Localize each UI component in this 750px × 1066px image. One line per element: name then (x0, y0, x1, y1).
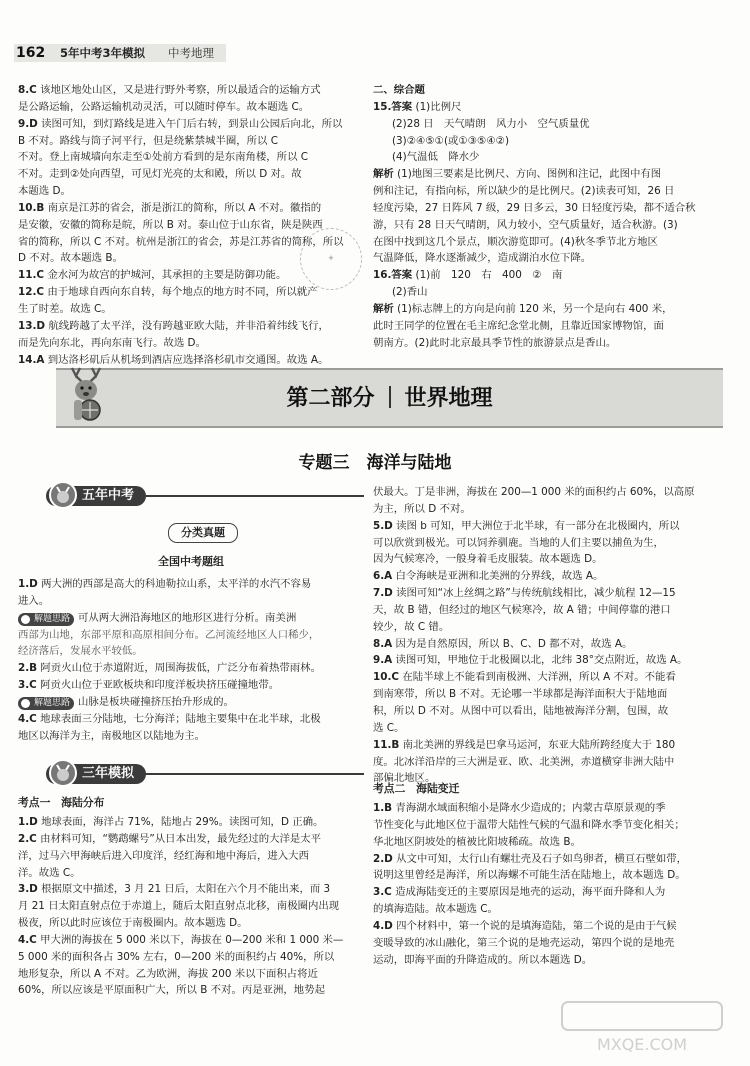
answer-line (18, 335, 364, 352)
answer-text: 在图中找到这几个景点，顺次游览即可。(4)秋冬季节北方地区 (373, 235, 658, 248)
three-year-label: 三年模拟 (82, 766, 135, 781)
answer-line (18, 728, 364, 745)
answer-line (373, 585, 733, 602)
answer-line (373, 737, 733, 754)
answer-text: 而是先向东北，再向东南飞行。故选 D。 (18, 336, 206, 349)
answer-line (373, 518, 733, 535)
answer-line (18, 200, 364, 217)
answer-text: 由于地球自西向东自转，每个地点的地方时不同，所以就产 (47, 286, 318, 299)
answer-text: 省的简称，所以 C 不对。杭州是浙江的省会，苏是江苏省的简称，所以 (18, 235, 344, 248)
answer-text: 造成海陆变迁的主要原因是地壳的运动，海平面升降和人为 (395, 886, 666, 899)
answer-text: 天，故 B 错，但经过的地区气候寒冷，故 A 错；中间停靠的港口 (373, 603, 671, 616)
answer-line (373, 301, 733, 318)
answer-line (373, 335, 733, 352)
watermark-text: MXQE.COM (596, 1035, 688, 1054)
three-year-answers (18, 814, 364, 999)
answer-text: 是公路运输，公路运输机动灵活，可以随时停车。故本题选 C。 (18, 100, 310, 113)
question-number: 13.D (18, 319, 46, 332)
question-number: 9.A (373, 654, 393, 667)
answer-line (18, 966, 364, 983)
left-top-answers (18, 82, 364, 368)
answer-line (18, 660, 364, 677)
answer-line (373, 284, 733, 301)
question-number: 1.D (18, 816, 38, 828)
answer-text: 游，只有 28 日天气晴朗，风力较小，空气质量好，适合秋游。(3) (373, 218, 678, 231)
three-year-rule (140, 773, 364, 775)
question-number: 4.D (373, 919, 393, 932)
answer-line (373, 686, 733, 703)
book-subject: 中考地理 (168, 46, 214, 60)
question-number: 11.B (373, 738, 400, 751)
question-number: 8.A (373, 637, 393, 650)
answer-line (18, 848, 364, 865)
section-heading: 二、综合题 (373, 84, 425, 96)
answer-line (18, 149, 364, 166)
answer-text: (3)②④⑤①(或①③⑤④②) (392, 134, 510, 147)
answer-line (373, 754, 733, 771)
knowledge-point-2: 考点二 海陆变迁 (373, 782, 460, 795)
five-year-tag (46, 486, 146, 506)
answer-text: 5 000 米的面积各占 30% 左右，0—200 米的面积约占 40%，所以 (18, 950, 335, 963)
answer-text: (1)地图三要素是比例尺、方向、图例和注记，此图中有图 (397, 168, 662, 181)
answer-text: 到达洛杉矶后从机场到酒店应选择洛杉矶市交通图。故选 A。 (47, 353, 329, 366)
answer-text: 此时王同学的位置在毛主席纪念堂北侧，且靠近国家博物馆，面 (373, 319, 664, 332)
question-number: 3.C (373, 886, 392, 899)
answer-line (18, 694, 364, 711)
question-number: 解析 (373, 168, 394, 181)
answer-text: 的填海造陆。故本题选 C。 (373, 903, 498, 916)
answer-line (373, 652, 733, 669)
answer-line (373, 817, 733, 834)
answer-text: 读图可知“冰上丝绸之路”与传统航线相比，减少航程 12—15 (396, 587, 676, 600)
part-number: 第二部分 (286, 385, 375, 411)
answer-line (373, 183, 733, 200)
solution-tip-badge: 解题思路 (18, 613, 74, 626)
answer-text: 地形复杂，所以 A 不对。乙为欧洲，海拔 200 米以下面积占将近 (18, 967, 318, 980)
answer-text: 地球表面三分陆地，七分海洋；陆地主要集中在北半球，北极 (40, 712, 321, 725)
answer-line (373, 318, 733, 335)
answer-line (18, 898, 364, 915)
answer-text: (1)比例尺 (415, 100, 462, 113)
topic-title: 专题三 海洋与陆地 (298, 453, 452, 473)
question-number: 2.B (18, 662, 38, 675)
answer-line (18, 932, 364, 949)
answer-line (373, 636, 733, 653)
answer-text: 可以欣赏到极光。可以饲养驯鹿。当地的人们主要以捕鱼为生， (373, 536, 664, 549)
answer-line (373, 952, 733, 969)
question-number: 4.C (18, 933, 37, 946)
question-number: 8.C (18, 84, 37, 96)
answer-text: 阿贡火山位于赤道附近，周围海拔低，广泛分布着热带雨林。 (40, 662, 321, 675)
answer-line (18, 217, 364, 234)
answer-line (373, 867, 733, 884)
answer-line (373, 217, 733, 234)
five-year-rule (140, 495, 364, 497)
answer-text: 可从两大洲沿海地区的地形区进行分析。南美洲 (78, 611, 297, 624)
question-number: 4.C (18, 712, 37, 725)
answer-text: (2)香山 (392, 286, 428, 299)
site-watermark-logo (542, 998, 742, 1058)
part-banner (56, 368, 723, 428)
answer-text: 南北美洲的界线是巴拿马运河，东亚大陆所跨经度大于 180 (402, 738, 676, 751)
answer-text: 甲大洲的海拔在 5 000 米以下，海拔在 0—200 米和 1 000 米— (40, 933, 344, 946)
answer-line (18, 881, 364, 898)
question-number: 16.答案 (373, 269, 413, 282)
answer-line (18, 982, 364, 999)
answer-text: 洋，过马六甲海峡后进入印度洋，经红海和地中海后，进入大西 (18, 849, 309, 862)
answer-line (373, 720, 733, 737)
answer-text: 地区以海洋为主，南极地区以陆地为主。 (18, 729, 206, 742)
question-number: 5.D (373, 519, 393, 532)
answer-text: 读图可知，到灯路线是进入午门后右转，到景山公园后向北，所以 (41, 117, 343, 130)
answer-text: (2)28 日 天气晴朗 风力小 空气质量优 (392, 117, 590, 130)
answer-text: 伏最大。丁是非洲，海拔在 200—1 000 米的面积约占 60%，以高原 (373, 486, 695, 498)
mascot-badge-icon (48, 758, 78, 788)
answer-text: 西部为山地，东部平原和高原相间分布。乙河流经地区人口稀少， (18, 628, 320, 641)
answer-text: 说明这里曾经是海洋，所以海螺不可能生活在陆地上，故本题选 D。 (373, 869, 686, 882)
question-number: 1.B (373, 802, 393, 814)
question-number: 7.D (373, 587, 393, 600)
page-header (0, 0, 750, 62)
answer-line (373, 602, 733, 619)
answer-text: 航线跨越了太平洋，没有跨越亚欧大陆，并非沿着纬线飞行， (48, 319, 329, 332)
answer-text: (4)气温低 降水少 (392, 151, 480, 164)
answer-text: 读图可知，甲地位于北极圈以北，北纬 38°交点附近，故选 A。 (395, 654, 688, 667)
answer-text: 经济落后，发展水平较低。 (18, 645, 143, 658)
answer-text: 朝南方。(2)此时北京最具季节性的旅游景点是香山。 (373, 336, 617, 349)
right-mid-answers (373, 484, 733, 787)
answer-line (373, 133, 733, 150)
solution-tip-badge: 解题思路 (18, 697, 74, 710)
answer-text: 根据原文中描述，3 月 21 日后，太阳在六个月不能出来，而 3 (41, 883, 331, 896)
answer-text: 阿贡火山位于亚欧板块和印度洋板块挤压碰撞地带。 (40, 679, 280, 692)
answer-text: 积，所以 D 不对。从图中可以看出，陆地被海洋分割，包围，故 (373, 704, 669, 717)
answer-line (18, 133, 364, 150)
answer-text: 较少，故 C 错。 (373, 620, 450, 633)
answer-text: 度。北冰洋沿岸的三大洲是亚、欧、北美洲，赤道横穿非洲大陆中 (373, 755, 675, 768)
answer-line (373, 703, 733, 720)
part-title: 世界地理 (404, 385, 493, 411)
exam-group-title: 全国中考题组 (158, 555, 224, 568)
answer-line (373, 800, 733, 817)
three-year-tag (46, 764, 146, 784)
answer-text: 为主，所以 D 不对。 (373, 502, 471, 515)
answer-line (373, 619, 733, 636)
answer-text: 白令海峡是亚洲和北美洲的分界线，故选 A。 (395, 570, 604, 583)
right-bottom-answers (373, 800, 733, 968)
answer-text: 是安徽，安徽的简称是皖，所以 B 对。泰山位于山东省，陕是陕西 (18, 218, 323, 231)
answer-line (18, 610, 364, 627)
answer-line (373, 551, 733, 568)
answer-line (18, 116, 364, 133)
answer-line (18, 814, 364, 831)
answer-text: 到南寒带，所以 B 不对。无论哪一半球都是海洋面积大于陆地面 (373, 688, 668, 701)
answer-text: D 不对。故本题选 B。 (18, 252, 123, 265)
answer-text: 轻度污染，27 日阵风 7 级，29 日多云，30 日轻度污染，都不适合秋 (373, 201, 696, 214)
answer-text: 山脉是板块碰撞挤压抬升形成的。 (78, 695, 234, 708)
five-year-answers (18, 576, 364, 744)
answer-line (18, 593, 364, 610)
answer-text: 因为是自然原因，所以 B、C、D 都不对，故选 A。 (395, 637, 633, 650)
answer-line (18, 318, 364, 335)
answer-text: 节性变化与此地区位于温带大陆性气候的气温和降水季节变化相关； (373, 818, 685, 831)
banner-divider (389, 386, 391, 408)
answer-line (373, 149, 733, 166)
answer-text: 月 21 日太阳直射点位于赤道上，随后太阳直射点北移，南极圈内出现 (18, 900, 340, 913)
answer-line (18, 82, 364, 99)
answer-line (373, 267, 733, 284)
answer-text: (1)前 120 右 400 ② 南 (415, 269, 563, 282)
question-number: 1.D (18, 578, 38, 590)
answer-line (373, 834, 733, 851)
answer-line (373, 484, 733, 501)
answer-text: 因为气候寒冷，一般身着毛皮服装。故本题选 D。 (373, 553, 603, 566)
answer-text: 华北地区阴坡处的植被比阳坡稀疏。故选 B。 (373, 835, 581, 848)
answer-text: 读图 b 可知，甲大洲位于北半球，有一部分在北极圈内，所以 (396, 519, 680, 532)
answer-line (18, 643, 364, 660)
answer-text: 本题选 D。 (18, 185, 71, 198)
answer-line (373, 901, 733, 918)
answer-text: 该地区地处山区，又是进行野外考察，所以最适合的运输方式 (40, 84, 321, 96)
answer-line (373, 918, 733, 935)
question-number: 10.C (373, 671, 400, 684)
answer-text: 极夜，所以此时应该位于南极圈内。故本题选 D。 (18, 917, 248, 930)
answer-line (18, 949, 364, 966)
page-number: 162 (16, 45, 46, 61)
mascot-badge-icon (48, 480, 78, 510)
answer-line (18, 677, 364, 694)
answer-text: 从文中可知，太行山有螺壮壳及石子如鸟卵者，横亘石壁如带， (396, 852, 688, 865)
answer-line (18, 99, 364, 116)
answer-line (373, 234, 733, 251)
answer-text: 地球表面，海洋占 71%，陆地占 29%。读图可知，D 正确。 (41, 816, 324, 828)
answer-line (373, 568, 733, 585)
answer-line (373, 166, 733, 183)
answer-line (373, 501, 733, 518)
right-top-answers (373, 82, 733, 352)
answer-line (373, 200, 733, 217)
answer-line (18, 301, 364, 318)
answer-text: B 不对。路线与筒子河平行，但是绕紫禁城半圈，所以 C (18, 134, 278, 147)
answer-line (18, 831, 364, 848)
answer-line (373, 250, 733, 267)
answer-line (373, 116, 733, 133)
question-number: 15.答案 (373, 100, 413, 113)
answer-line (18, 627, 364, 644)
answer-text: 青海湖水域面积缩小是降水少造成的；内蒙古草原景观的季 (395, 802, 666, 814)
question-number: 解析 (373, 302, 394, 315)
book-series: 5年中考3年模拟 (60, 46, 146, 60)
answer-text: 金水河为故宫的护城河，其承担的主要是防御功能。 (47, 269, 287, 282)
answer-line (373, 535, 733, 552)
answer-text: 不对。走到②处向西望，可见灯光亮的太和殿，所以 D 对。故 (18, 168, 302, 181)
question-number: 3.C (18, 679, 37, 692)
answer-line (18, 284, 364, 301)
answer-text: 在陆半球上不能看到南极洲、大洋洲，所以 A 不对。不能看 (402, 671, 676, 684)
answer-text: 选 C。 (373, 721, 405, 734)
answer-text: 洋。故选 C。 (18, 866, 81, 879)
answer-text: 四个材料中，第一个说的是填海造陆，第二个说的是由于气候 (396, 919, 677, 932)
answer-text: 生了时差。故选 C。 (18, 302, 112, 315)
answer-line (18, 576, 364, 593)
answer-text: 进入。 (18, 594, 50, 607)
answer-text: 两大洲的西部是高大的科迪勒拉山系，太平洋的水汽不容易 (41, 578, 312, 590)
answer-text: 部偏北地区。 (373, 772, 436, 785)
answer-line (18, 183, 364, 200)
answer-text: 变暖导致的冰山融化，第三个说的是地壳运动，第四个说的是地壳 (373, 936, 675, 949)
answer-text: 运动，即海平面的升降造成的。所以本题选 D。 (373, 953, 593, 966)
answer-text: 60%，所以应该是平原面积广大，所以 B 不对。丙是亚洲，地势起 (18, 984, 325, 997)
question-number: 11.C (18, 269, 45, 282)
question-number: 2.D (373, 852, 393, 865)
answer-line (18, 711, 364, 728)
stamp: ✦ (300, 228, 362, 290)
answer-text: (1)标志牌上的方向是向前 120 米，另一个是向右 400 米， (397, 302, 673, 315)
question-number: 9.D (18, 117, 38, 130)
question-number: 3.D (18, 883, 38, 896)
knowledge-point-1: 考点一 海陆分布 (18, 796, 105, 809)
question-number: 10.B (18, 201, 45, 214)
answer-text: 例和注记，有指向标，所以缺少的是比例尺。(2)读表可知，26 日 (373, 185, 675, 198)
answer-line (18, 915, 364, 932)
question-number: 14.A (18, 353, 45, 366)
answer-line (373, 935, 733, 952)
answer-line (373, 851, 733, 868)
answer-text: 南京是江苏的省会，浙是浙江的简称，所以 A 不对。徽指的 (47, 201, 322, 214)
category-tag: 分类真题 (168, 523, 238, 543)
answer-line (18, 865, 364, 882)
answer-line (18, 166, 364, 183)
answer-text: 气温降低，降水逐渐减少，造成湖泊水位下降。 (373, 252, 592, 265)
answer-text: 由材料可知，“鹦鹉螺号”从日本出发，最先经过的大洋是太平 (40, 832, 322, 845)
question-number: 6.A (373, 570, 393, 583)
five-year-label: 五年中考 (82, 488, 135, 503)
question-number: 12.C (18, 286, 45, 299)
answer-line (373, 82, 733, 99)
answer-line (373, 669, 733, 686)
reindeer-mascot-icon (58, 362, 114, 424)
answer-text: 不对。登上南城墙向东走至①处前方看到的是东南角楼，所以 C (18, 151, 309, 164)
answer-line (373, 884, 733, 901)
question-number: 2.C (18, 832, 37, 845)
answer-line (373, 99, 733, 116)
